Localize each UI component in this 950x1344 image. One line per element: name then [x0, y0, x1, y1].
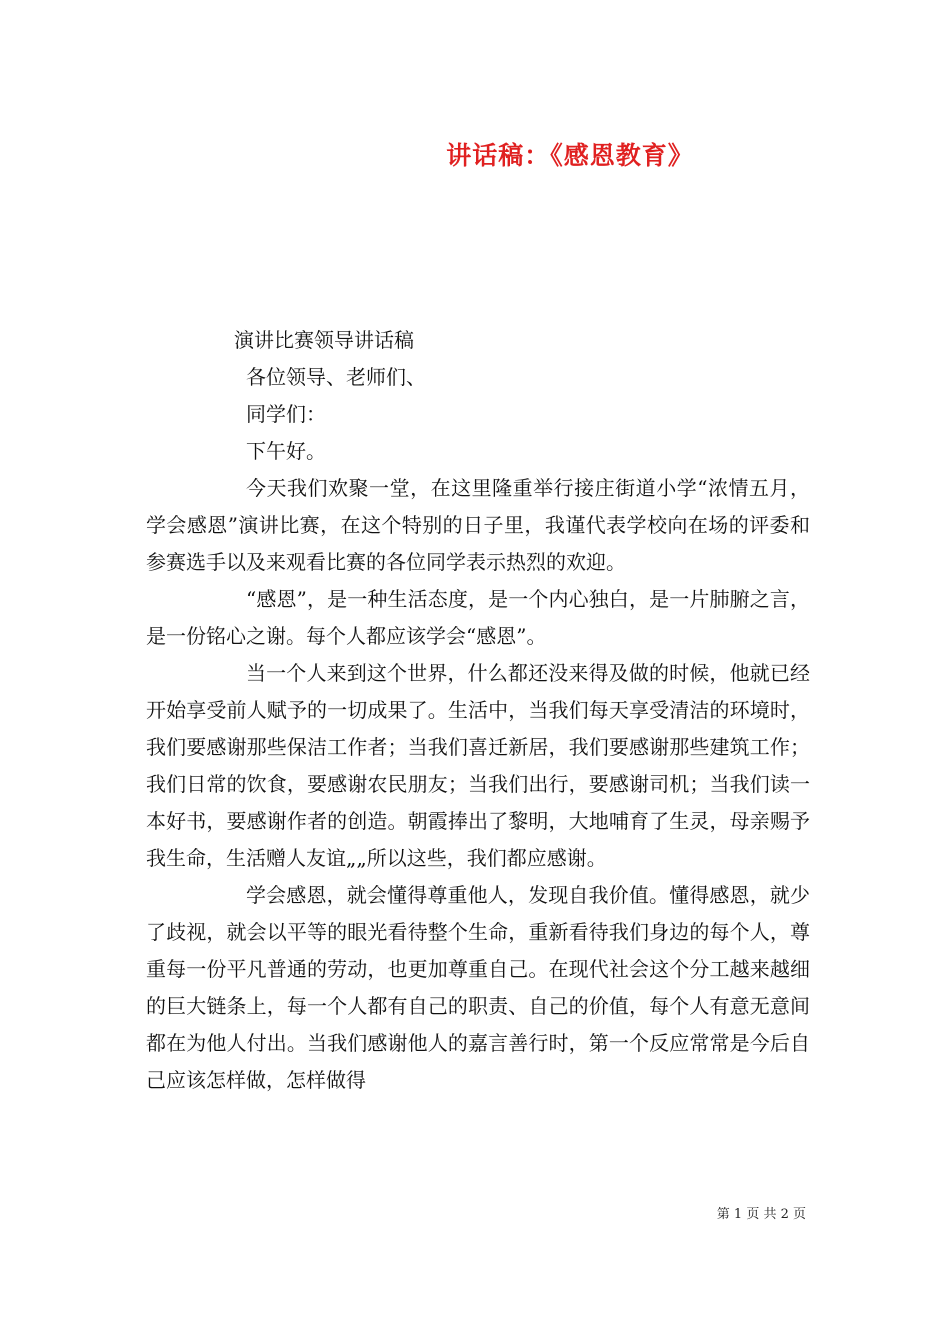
paragraph-respect-others: 学会感恩，就会懂得尊重他人，发现自我价值。懂得感恩，就少了歧视，就会以平等的眼光看待整个生命，重新看待我们身边的每个人，尊重每一份平凡普通的劳动，也更加尊重自己。在现代社会这个分工越来越细的巨大链条上，每一个人都有自己的职责、自己的价值，每个人有意无意间都在为他人付出。当我们感谢他人的嘉言善行时，第一个反应常常是今后自己应该怎样做，怎样做得 [146, 883, 810, 1092]
document-title: 讲话稿：《感恩教育》 [446, 141, 694, 170]
greeting-line: 各位领导、老师们、 [246, 365, 426, 389]
document-body [146, 322, 810, 1099]
speech-subtitle: 演讲比赛领导讲话稿 [234, 328, 414, 352]
greeting-line: 下午好。 [246, 439, 326, 463]
paragraph-gratitude-life: 当一个人来到这个世界，什么都还没来得及做的时候，他就已经开始享受前人赋予的一切成果了。生活中，当我们每天享受清洁的环境时，我们要感谢那些保洁工作者；当我们喜迁新居，我们要感谢那些建筑工作；我们日常的饮食，要感谢农民朋友；当我们出行，要感谢司机；当我们读一本好书，要感谢作者的创造。朝霞捧出了黎明，大地哺育了生灵，母亲赐予我生命，生活赠人友谊„„所以这些，我们都应感谢。 [146, 661, 810, 870]
paragraph-gratitude-definition: “感恩”，是一种生活态度，是一个内心独白，是一片肺腑之言，是一份铭心之谢。每个人都应该学会“感恩”。 [146, 587, 810, 648]
paragraph-welcome: 今天我们欢聚一堂，在这里隆重举行接庄街道小学“浓情五月，学会感恩”演讲比赛，在这个特别的日子里，我谨代表学校向在场的评委和参赛选手以及来观看比赛的各位同学表示热烈的欢迎。 [146, 476, 810, 574]
page-number-footer: 第 1 页 共 2 页 [716, 1207, 806, 1222]
greeting-line: 同学们： [246, 402, 326, 426]
